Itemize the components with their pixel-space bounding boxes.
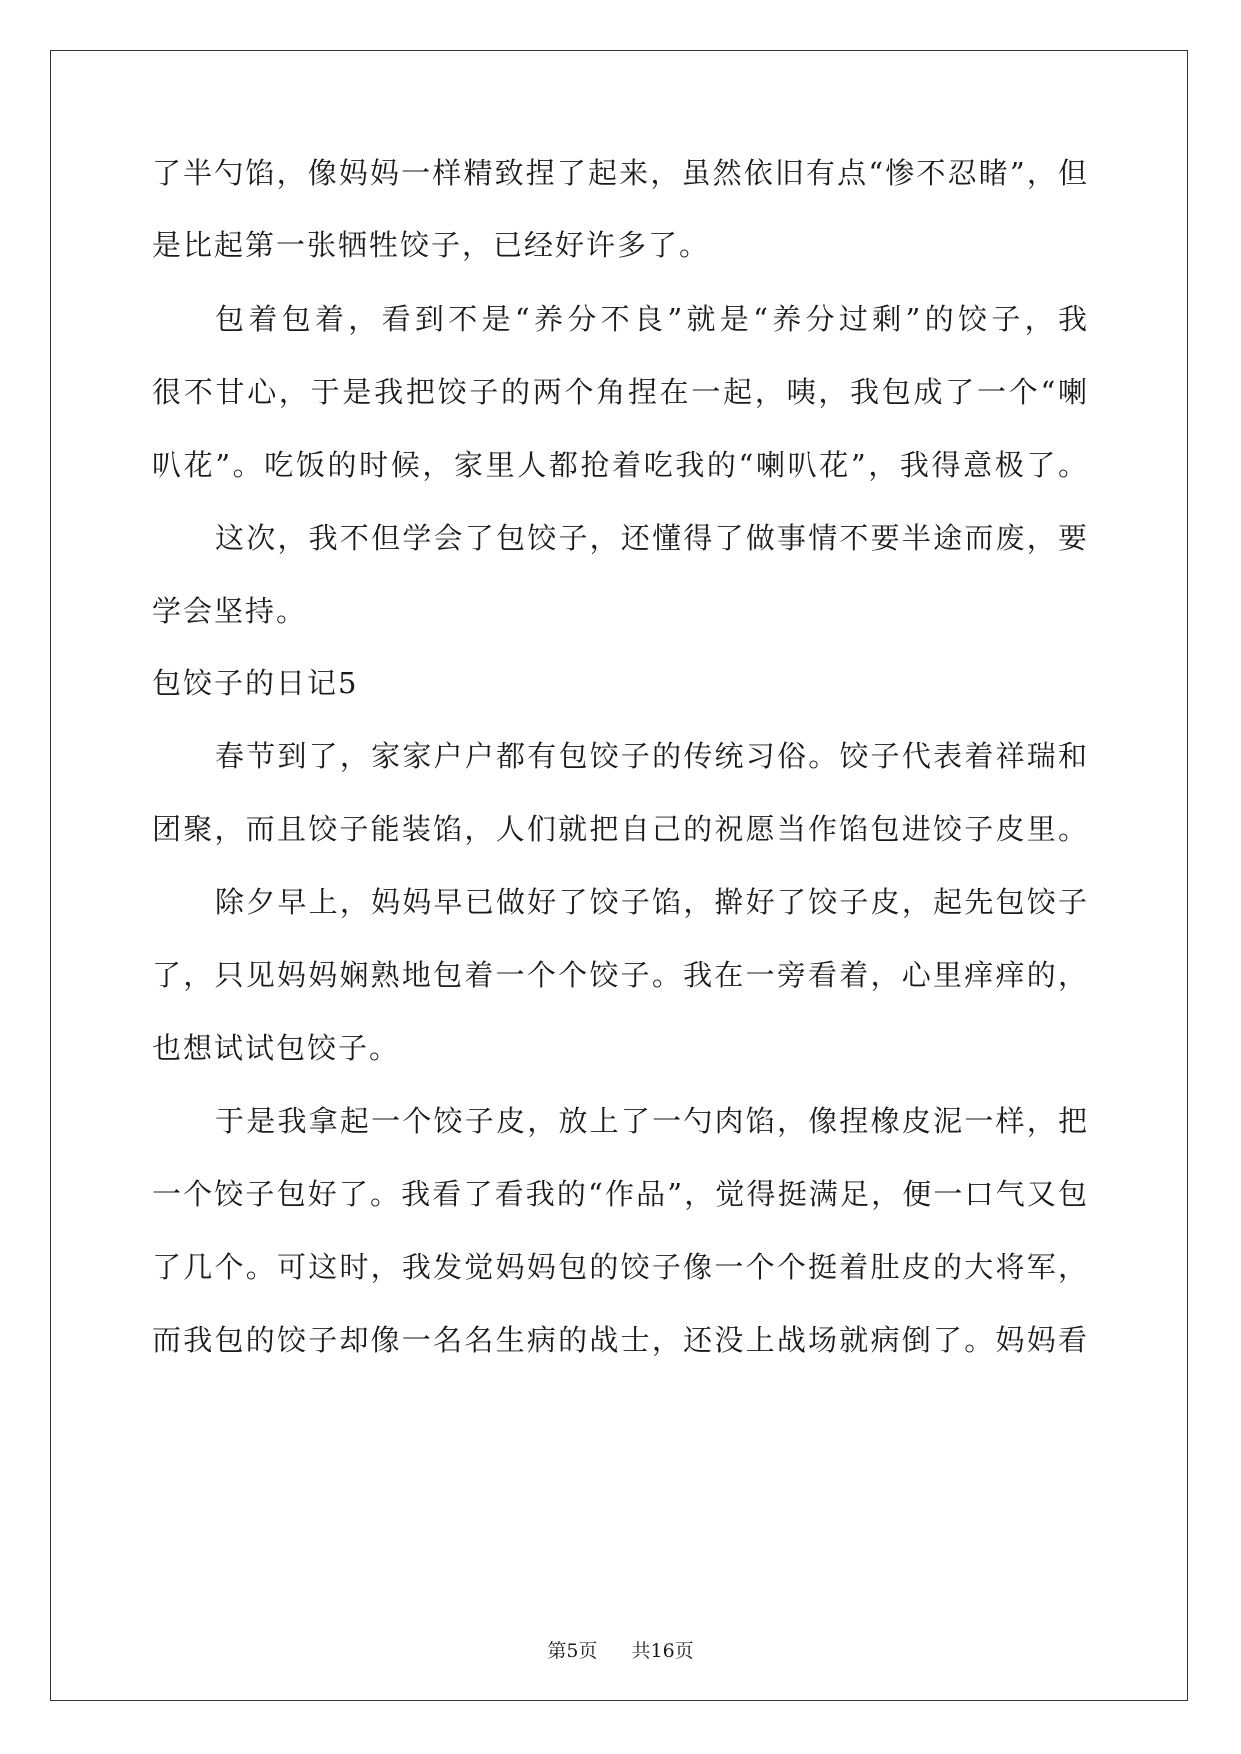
text-line: 包着包着，看到不是“养分不良”就是“养分过剩”的饺子，我 bbox=[215, 302, 1087, 336]
page-number: 第5页 bbox=[547, 1640, 598, 1662]
text-line: 也想试试包饺子。 bbox=[152, 1031, 401, 1065]
text-line: 了几个。可这时，我发觉妈妈包的饺子像一个个挺着肚皮的大将军， bbox=[152, 1250, 1087, 1284]
text-line: 很不甘心，于是我把饺子的两个角捏在一起，咦，我包成了一个“喇 bbox=[152, 375, 1087, 409]
text-line: 是比起第一张牺牲饺子，已经好许多了。 bbox=[152, 228, 711, 262]
text-line: 春节到了，家家户户都有包饺子的传统习俗。饺子代表着祥瑞和 bbox=[215, 739, 1087, 773]
page-total: 共16页 bbox=[631, 1640, 694, 1662]
text-line: 而我包的饺子却像一名名生病的战士，还没上战场就病倒了。妈妈看 bbox=[152, 1323, 1087, 1357]
text-line: 了，只见妈妈娴熟地包着一个个饺子。我在一旁看着，心里痒痒的， bbox=[152, 958, 1087, 992]
text-line: 这次，我不但学会了包饺子，还懂得了做事情不要半途而废，要 bbox=[215, 521, 1087, 555]
text-line: 团聚，而且饺子能装馅，人们就把自己的祝愿当作馅包进饺子皮里。 bbox=[152, 812, 1087, 846]
page-footer bbox=[0, 1636, 1241, 1663]
text-line: 了半勺馅，像妈妈一样精致捏了起来，虽然依旧有点“惨不忍睹”，但 bbox=[152, 156, 1087, 190]
text-line: 一个饺子包好了。我看了看我的“作品”，觉得挺满足，便一口气又包 bbox=[152, 1177, 1087, 1211]
page-border bbox=[50, 50, 1188, 1701]
section-heading: 包饺子的日记5 bbox=[152, 666, 359, 700]
text-line: 于是我拿起一个饺子皮，放上了一勺肉馅，像捏橡皮泥一样，把 bbox=[215, 1104, 1087, 1138]
text-line: 学会坚持。 bbox=[152, 594, 308, 628]
text-line: 除夕早上，妈妈早已做好了饺子馅，擀好了饺子皮，起先包饺子 bbox=[215, 885, 1087, 919]
text-line: 叭花”。吃饭的时候，家里人都抢着吃我的“喇叭花”，我得意极了。 bbox=[152, 448, 1087, 482]
